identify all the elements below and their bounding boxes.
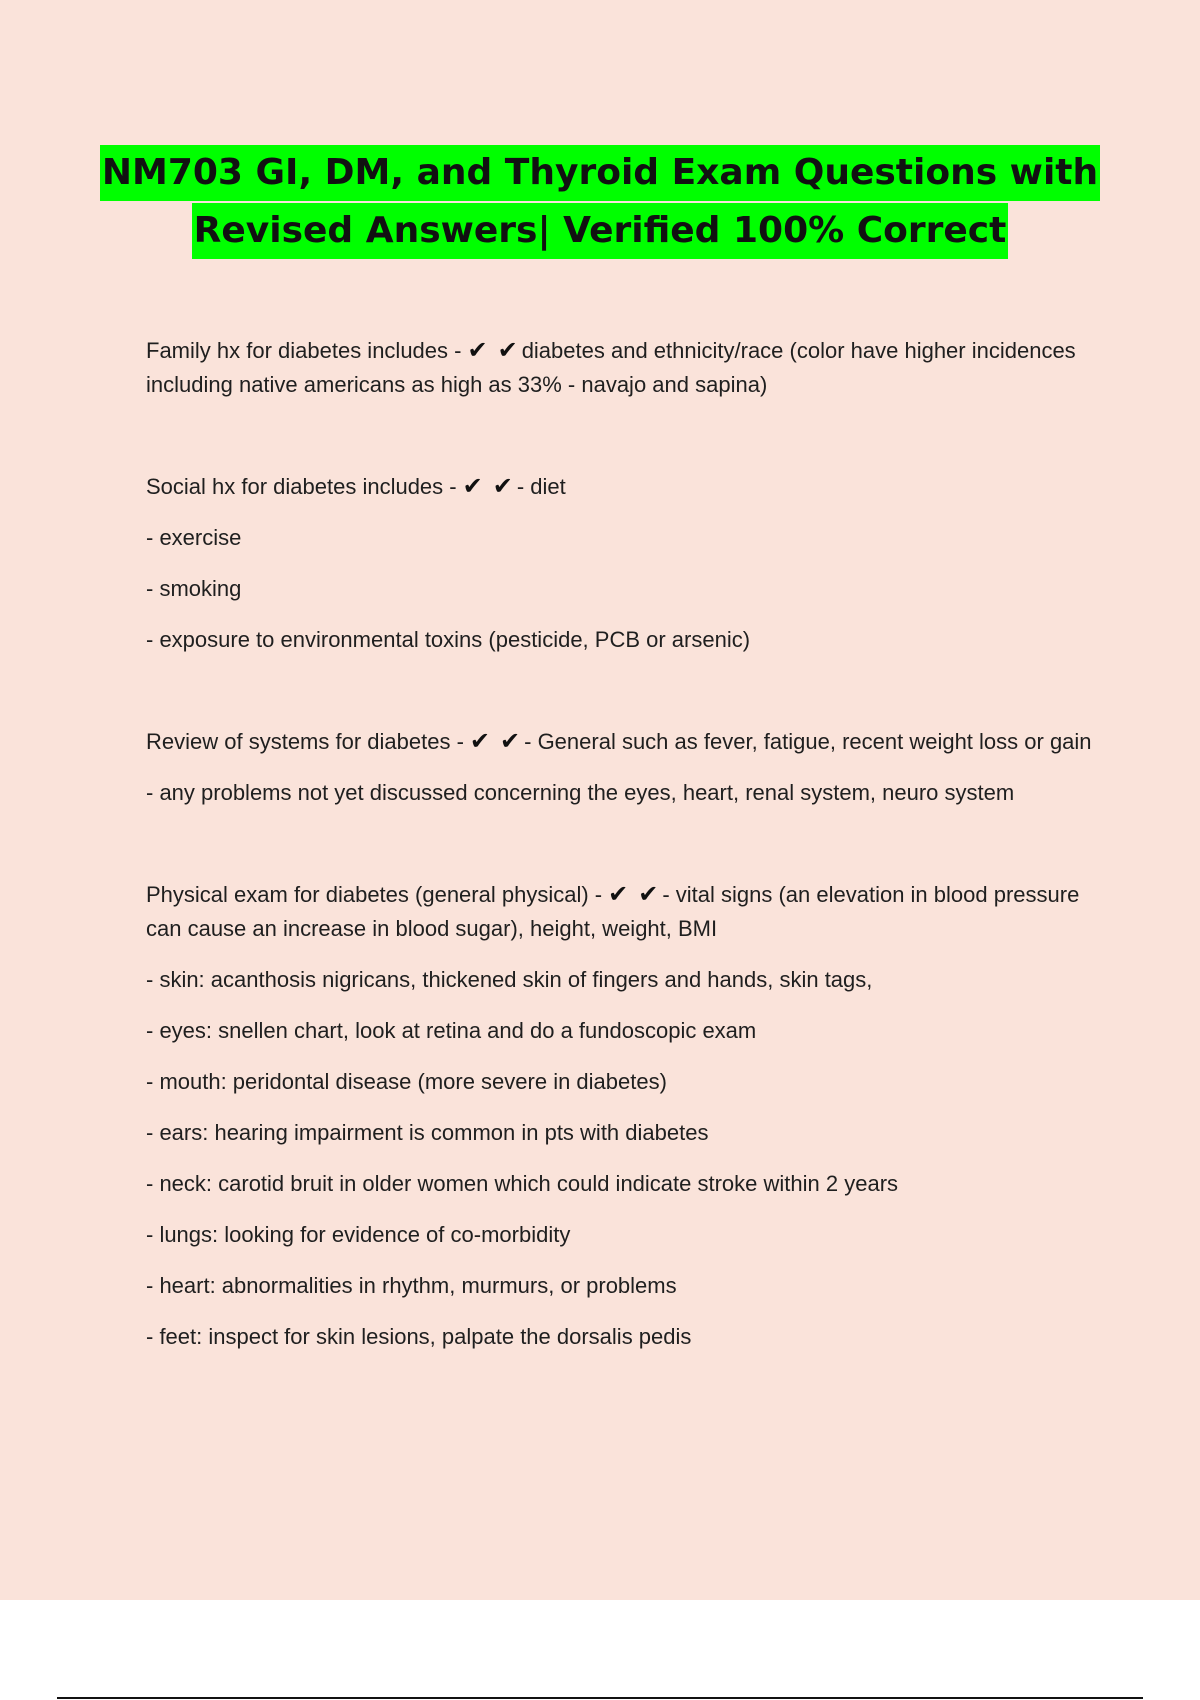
checkmark-icon: ✔	[469, 727, 491, 755]
question-text: Family hx for diabetes includes -	[146, 338, 462, 363]
checkmark-icon: ✔	[638, 880, 659, 908]
qa-paragraph	[146, 724, 1096, 759]
footer-divider	[57, 1697, 1143, 1699]
answer-text: - General such as fever, fatigue, recent weight loss or gain	[524, 729, 1092, 754]
title-line-2: Revised Answers| Verified 100% Correct	[192, 203, 1009, 259]
title-line-1: NM703 GI, DM, and Thyroid Exam Questions with	[100, 145, 1100, 201]
qa-entry	[146, 877, 1096, 1354]
question-text: Physical exam for diabetes (general physical) -	[146, 882, 603, 907]
document-title	[60, 145, 1140, 259]
answer-sub-item: - eyes: snellen chart, look at retina and do a fundoscopic exam	[146, 1018, 757, 1043]
answer-sub-item: - mouth: peridontal disease (more severe in diabetes)	[146, 1069, 667, 1094]
answer-sub-item: - feet: inspect for skin lesions, palpate the dorsalis pedis	[146, 1324, 692, 1349]
qa-paragraph	[146, 333, 1096, 402]
qa-paragraph	[146, 877, 1096, 946]
qa-paragraph	[146, 469, 1096, 504]
answer-sub-item: - smoking	[146, 576, 242, 601]
checkmark-icon: ✔	[497, 336, 518, 364]
answer-sub-item: - any problems not yet discussed concerning the eyes, heart, renal system, neuro system	[146, 780, 1015, 805]
qa-entry	[146, 333, 1096, 402]
checkmark-icon: ✔	[492, 472, 513, 500]
answer-sub-item: - heart: abnormalities in rhythm, murmurs, or problems	[146, 1273, 677, 1298]
qa-entry	[146, 724, 1096, 810]
answer-sub-item: - lungs: looking for evidence of co-morbidity	[146, 1222, 571, 1247]
answer-sub-item: - exercise	[146, 525, 242, 550]
answer-sub-item: - ears: hearing impairment is common in pts with diabetes	[146, 1120, 709, 1145]
answer-text: diabetes and ethnicity/race (color have higher incidences including native americans as high as 33% - navajo and sapina)	[146, 338, 1076, 397]
checkmark-icon: ✔	[467, 336, 488, 364]
checkmark-icon: ✔	[500, 727, 521, 755]
question-text: Review of systems for diabetes -	[146, 729, 464, 754]
answer-sub-item: - skin: acanthosis nigricans, thickened skin of fingers and hands, skin tags,	[146, 967, 873, 992]
checkmark-icon: ✔	[608, 880, 629, 908]
answer-text: - vital signs (an elevation in blood pressure can cause an increase in blood sugar), height, weight, BMI	[146, 882, 1080, 941]
checkmark-icon: ✔	[462, 472, 483, 500]
qa-list	[146, 333, 1096, 1354]
answer-sub-item: - neck: carotid bruit in older women which could indicate stroke within 2 years	[146, 1171, 899, 1196]
qa-entry	[146, 469, 1096, 657]
question-text: Social hx for diabetes includes -	[146, 474, 457, 499]
answer-sub-item: - exposure to environmental toxins (pesticide, PCB or arsenic)	[146, 627, 751, 652]
answer-text: - diet	[516, 474, 566, 499]
